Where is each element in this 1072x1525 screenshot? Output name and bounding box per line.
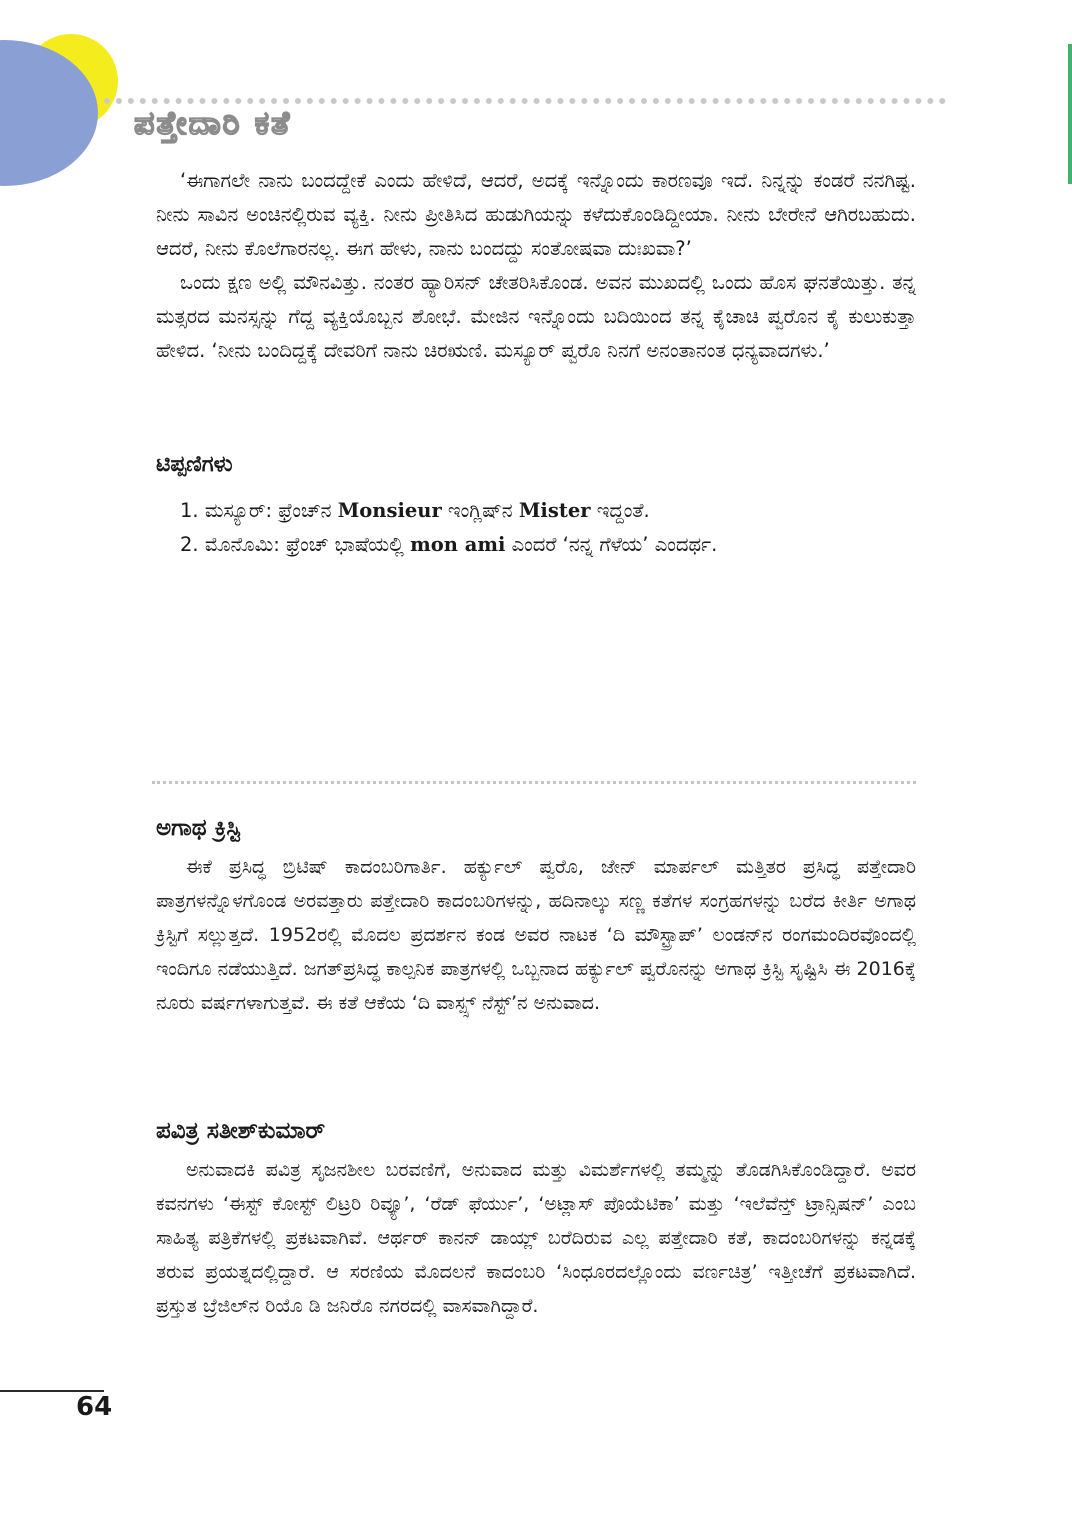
story-paragraph-2: ಒಂದು ಕ್ಷಣ ಅಲ್ಲಿ ಮೌನವಿತ್ತು. ನಂತರ ಹ್ಯಾರಿಸನ್ ಚೇತರಿಸಿಕೊಂಡ. ಅವನ ಮುಖದಲ್ಲಿ ಒಂದು ಹೊಸ ಘನತೆಯಿತ್ತು. ತನ್ನ ಮತ್ಸರದ ಮನಸ್ಸನ್ನು ಗೆದ್ದ ವ್ಯಕ್ತಿಯೊಬ್ಬನ ಶೋಭೆ. ಮೇಜಿನ ಇನ್ನೊಂದು ಬದಿಯಿಂದ ತನ್ನ ಕೈಚಾಚಿ ಪ್ವರೊನ ಕೈ ಕುಲುಕುತ್ತಾ ಹೇಳಿದ. ‘ನೀನು ಬಂದಿದ್ದಕ್ಕೆ ದೇವರಿಗೆ ನಾನು ಚಿರಋಣಿ. ಮಸ್ಯೂರ್ ಪ್ವರೊ ನಿನಗೆ ಅನಂತಾನಂತ ಧನ್ಯವಾದಗಳು.’ — [156, 271, 916, 362]
note-term: mon ami — [410, 533, 506, 556]
note-number: 2. — [180, 533, 199, 556]
story-paragraph-1: ‘ಈಗಾಗಲೇ ನಾನು ಬಂದದ್ದೇಕೆ ಎಂದು ಹೇಳಿದೆ, ಆದರೆ, ಅದಕ್ಕೆ ಇನ್ನೊಂದು ಕಾರಣವೂ ಇದೆ. ನಿನ್ನನ್ನು ಕಂಡರೆ ನನಗಿಷ್ಟ. ನೀನು ಸಾವಿನ ಅಂಚಿನಲ್ಲಿರುವ ವ್ಯಕ್ತಿ. ನೀನು ಪ್ರೀತಿಸಿದ ಹುಡುಗಿಯನ್ನು ಕಳೆದುಕೊಂಡಿದ್ದೀಯಾ. ನೀನು ಬೇರೇನೆ ಆಗಿರಬಹುದು. ಆದರೆ, ನೀನು ಕೊಲೆಗಾರನಲ್ಲ. ಈಗ ಹೇಳು, ನಾನು ಬಂದದ್ದು ಸಂತೋಷವಾ ದುಃಖವಾ?’ — [156, 169, 916, 260]
note-number: 1. — [180, 499, 199, 522]
author-bio-heading: ಅಗಾಥ ಕ್ರಿಸ್ಟಿ — [156, 815, 241, 841]
section-dotted-divider — [152, 781, 916, 784]
notes-heading: ಟಿಪ್ಪಣಿಗಳು — [156, 452, 233, 477]
note-text: ಮಸ್ಯೂರ್: ಫ್ರೆಂಚ್‌ನ — [204, 499, 338, 522]
note-term: Monsieur — [337, 499, 442, 522]
story-text — [156, 164, 916, 368]
note-text: ಎಂದರೆ ‘ನನ್ನ ಗೆಳೆಯ’ ಎಂದರ್ಥ. — [505, 533, 718, 556]
author-bio-text: ಈಕೆ ಪ್ರಸಿದ್ಧ ಬ್ರಿಟಿಷ್ ಕಾದಂಬರಿಗಾರ್ತಿ. ಹರ್ಕ್ಯುಲ್ ಪ್ವರೊ, ಜೇನ್ ಮಾರ್ಪಲ್ ಮತ್ತಿತರ ಪ್ರಸಿದ್ಧ ಪತ್ತೇದಾರಿ ಪಾತ್ರಗಳನ್ನೊಳಗೊಂಡ ಅರವತ್ತಾರು ಪತ್ತೇದಾರಿ ಕಾದಂಬರಿಗಳನ್ನು, ಹದಿನಾಲ್ಕು ಸಣ್ಣ ಕತೆಗಳ ಸಂಗ್ರಹಗಳನ್ನು ಬರೆದ ಕೀರ್ತಿ ಅಗಾಥ ಕ್ರಿಸ್ಟಿಗೆ ಸಲ್ಲುತ್ತದೆ. 1952ರಲ್ಲಿ ಮೊದಲ ಪ್ರದರ್ಶನ ಕಂಡ ಅವರ ನಾಟಕ ‘ದಿ ಮೌಸ್ಟ್ರಾಪ್’ ಲಂಡನ್‌ನ ರಂಗಮಂದಿರವೊಂದಲ್ಲಿ ಇಂದಿಗೂ ನಡೆಯುತ್ತಿದೆ. ಜಗತ್‌ಪ್ರಸಿದ್ಧ ಕಾಲ್ಪನಿಕ ಪಾತ್ರಗಳಲ್ಲಿ ಒಬ್ಬನಾದ ಹರ್ಕ್ಯುಲ್ ಪ್ವರೊನನ್ನು ಅಗಾಥ ಕ್ರಿಸ್ಟಿ ಸೃಷ್ಟಿಸಿ ಈ 2016ಕ್ಕೆ ನೂರು ವರ್ಷಗಳಾಗುತ್ತವೆ. ಈ ಕತೆ ಆಕೆಯ ‘ದಿ ವಾಸ್ಪ್ಸ್ ನೆಸ್ಟ್’ನ ಅನುವಾದ. — [156, 856, 916, 1014]
decorative-green-edge-bar — [1068, 44, 1072, 184]
section-title: ಪತ್ತೇದಾರಿ ಕತೆ — [134, 104, 292, 142]
translator-bio-heading: ಪವಿತ್ರ ಸತೀಶ್‌ಕುಮಾರ್ — [156, 1118, 326, 1144]
notes-list — [156, 494, 717, 562]
note-item-2 — [156, 528, 717, 562]
note-item-1 — [156, 494, 717, 528]
note-text: ಇದ್ದಂತೆ. — [590, 499, 650, 522]
note-text: ಮೊನೊಮಿ: ಫ್ರೆಂಚ್ ಭಾಷೆಯಲ್ಲಿ — [204, 533, 411, 556]
translator-bio-text: ಅನುವಾದಕಿ ಪವಿತ್ರ ಸೃಜನಶೀಲ ಬರವಣಿಗೆ, ಅನುವಾದ ಮತ್ತು ವಿಮರ್ಶೆಗಳಲ್ಲಿ ತಮ್ಮನ್ನು ತೊಡಗಿಸಿಕೊಂಡಿದ್ದಾರೆ. ಅವರ ಕವನಗಳು ‘ಈಸ್ಟ್ ಕೋಸ್ಟ್ ಲಿಟ್ರರಿ ರಿವ್ಯೂ’, ‘ರೆಡ್ ಫೆರ್ಯು’, ‘ಅಟ್ಲಾಸ್ ಪೊಯೆಟಿಕಾ’ ಮತ್ತು ‘ಇಲೆವೆನ್ತ್ ಟ್ರಾನ್ಸಿಷನ್’ ಎಂಬ ಸಾಹಿತ್ಯ ಪತ್ರಿಕೆಗಳಲ್ಲಿ ಪ್ರಕಟವಾಗಿವೆ. ಆರ್ಥರ್ ಕಾನನ್ ಡಾಯ್ಲ್ ಬರೆದಿರುವ ಎಲ್ಲ ಪತ್ತೇದಾರಿ ಕತೆ, ಕಾದಂಬರಿಗಳನ್ನು ಕನ್ನಡಕ್ಕೆ ತರುವ ಪ್ರಯತ್ನದಲ್ಲಿದ್ದಾರೆ. ಆ ಸರಣಿಯ ಮೊದಲನೆ ಕಾದಂಬರಿ ‘ಸಿಂಧೂರದಲ್ಲೊಂದು ವರ್ಣಚಿತ್ರ’ ಇತ್ತೀಚೆಗೆ ಪ್ರಕಟವಾಗಿದೆ. ಪ್ರಸ್ತುತ ಬ್ರೆಜಿಲ್‌ನ ರಿಯೊ ಡಿ ಜನಿರೊ ನಗರದಲ್ಲಿ ವಾಸವಾಗಿದ್ದಾರೆ. — [156, 1159, 916, 1317]
page-number: 64 — [76, 1392, 113, 1422]
note-text: ಇಂಗ್ಲಿಷ್‌ನ — [441, 499, 519, 522]
note-term: Mister — [518, 499, 591, 522]
